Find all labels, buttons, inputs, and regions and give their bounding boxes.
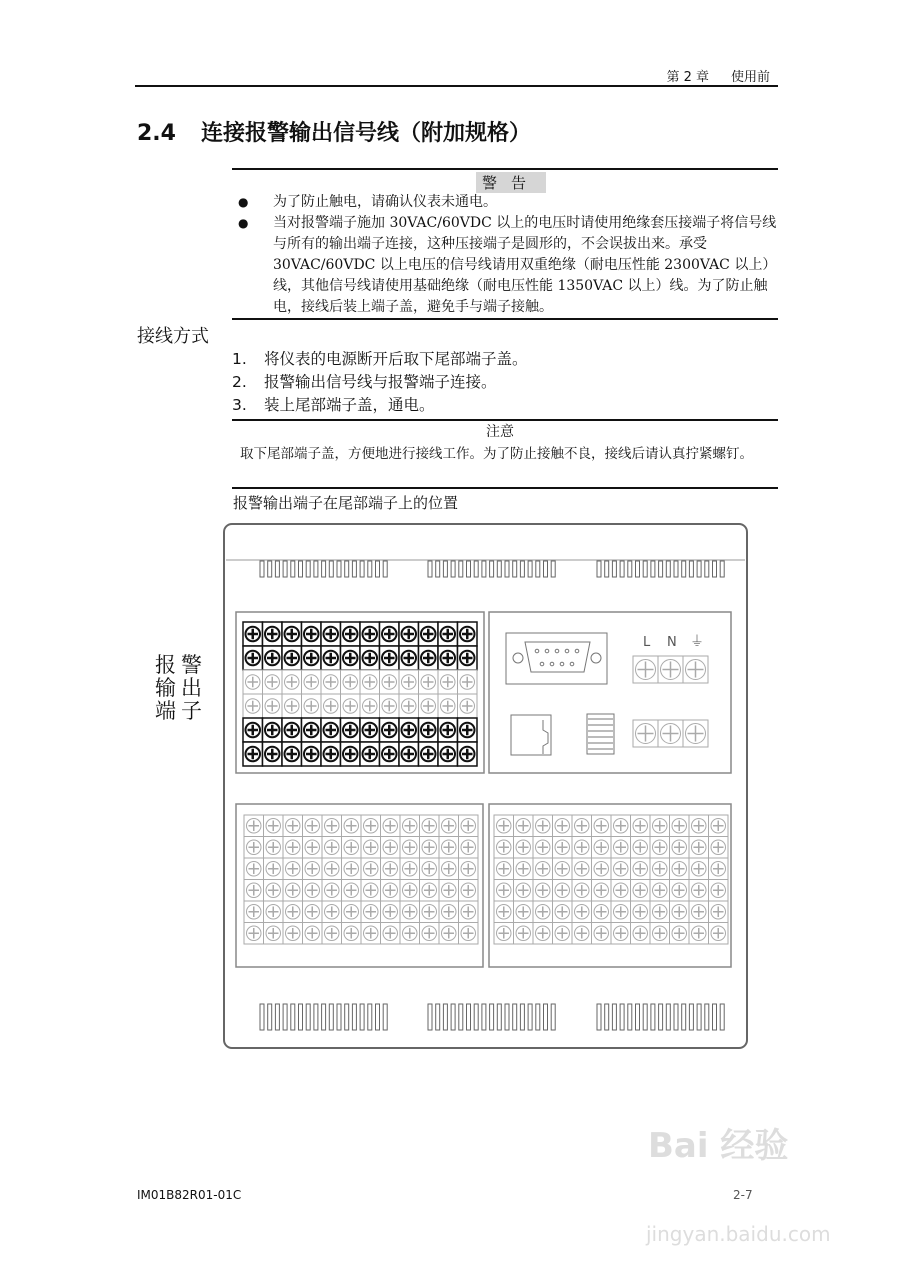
screw-icon — [513, 653, 523, 663]
pin — [545, 649, 549, 653]
screw-icon — [591, 653, 601, 663]
step-text: 报警输出信号线与报警端子连接。 — [264, 373, 497, 391]
vent-slot — [436, 1004, 440, 1030]
vent-slot — [283, 1004, 287, 1030]
note-text: 取下尾部端子盖，方便地进行接线工作。为了防止接触不良，接线后请认真拧紧螺钉。 — [240, 446, 753, 462]
pin — [575, 649, 579, 653]
label-N: N — [667, 635, 677, 650]
vent-slot — [443, 561, 447, 577]
vent-slot — [291, 561, 295, 577]
step-text: 将仪表的电源断开后取下尾部端子盖。 — [264, 350, 528, 368]
vent-slot — [597, 1004, 601, 1030]
warning-heading: 警告 — [476, 172, 546, 193]
vent-slot — [674, 1004, 678, 1030]
vent-slot — [682, 1004, 686, 1030]
vent-slot — [605, 561, 609, 577]
vent-slot — [544, 561, 548, 577]
vent-slot — [451, 561, 455, 577]
vent-slot — [345, 1004, 349, 1030]
vent-slot — [697, 561, 701, 577]
vent-slot — [636, 1004, 640, 1030]
pin — [555, 649, 559, 653]
vent-slot — [520, 561, 524, 577]
vent-slot — [659, 1004, 663, 1030]
vent-slot — [451, 1004, 455, 1030]
pin — [540, 662, 544, 666]
vent-slot — [299, 1004, 303, 1030]
ground-icon: ⏚ — [690, 634, 704, 650]
vent-slot — [376, 561, 380, 577]
vent-slot — [628, 561, 632, 577]
vent-slot — [643, 561, 647, 577]
vent-slot — [383, 1004, 387, 1030]
vent-slot — [360, 1004, 364, 1030]
vent-slot — [544, 1004, 548, 1030]
vent-slot — [322, 1004, 326, 1030]
label-char: 报 — [155, 653, 176, 677]
vent-slot — [329, 561, 333, 577]
step-number: 3. — [232, 396, 247, 414]
label-L: L — [643, 635, 651, 650]
watermark-url: jingyan.baidu.com — [646, 1222, 831, 1246]
vent-slot — [628, 1004, 632, 1030]
vent-slot — [659, 561, 663, 577]
vent-slot — [536, 1004, 540, 1030]
section-number: 2.4 — [137, 121, 176, 146]
vent-slot — [612, 1004, 616, 1030]
warning-text: 当对报警端子施加 30VAC/60VDC 以上的电压时请使用绝缘套压接端子将信号线与所有的输出端子连接，这种压接端子是圆形的，不会误拔出来。承受 30VAC/60VDC 以上电压的信号线请用双重绝缘（耐电压性能 2300VAC 以上）线，其他信号线请使用基础绝缘（耐电压性能 1350VAC 以上）线。为了防止触电，接线后装上端子盖，避免手与端子接触。 — [273, 215, 777, 315]
vent-slot — [505, 1004, 509, 1030]
bullet-icon: ● — [238, 195, 249, 209]
vent-slot — [368, 561, 372, 577]
vent-slot — [275, 1004, 279, 1030]
vent-slot — [428, 561, 432, 577]
vent-slot — [268, 561, 272, 577]
vent-slot — [490, 561, 494, 577]
vent-slot — [612, 561, 616, 577]
chapter-title: 使用前 — [730, 70, 770, 85]
chapter-label: 第 2 章 — [666, 70, 709, 85]
page-number: 2-7 — [733, 1188, 753, 1202]
vent-slot — [643, 1004, 647, 1030]
step-text: 装上尾部端子盖，通电。 — [264, 396, 435, 414]
vent-slot — [551, 561, 555, 577]
vent-slot — [689, 1004, 693, 1030]
pin — [570, 662, 574, 666]
watermark-logo: Bai 经验 — [648, 1126, 789, 1166]
vent-slot — [314, 561, 318, 577]
vent-slot — [536, 561, 540, 577]
vent-slot — [467, 561, 471, 577]
vent-slot — [352, 561, 356, 577]
vent-slot — [474, 561, 478, 577]
pin — [565, 649, 569, 653]
vent-slot — [666, 561, 670, 577]
vent-slot — [291, 1004, 295, 1030]
wiring-heading: 接线方式 — [137, 326, 209, 347]
vent-slot — [428, 1004, 432, 1030]
label-char: 端 — [155, 699, 176, 723]
vent-slot — [376, 1004, 380, 1030]
pin — [550, 662, 554, 666]
bullet-icon: ● — [238, 216, 249, 230]
document-id: IM01B82R01-01C — [137, 1188, 242, 1202]
label-char: 输 — [155, 676, 176, 700]
vent-slot — [337, 1004, 341, 1030]
vent-slot — [620, 561, 624, 577]
vent-slot — [299, 561, 303, 577]
instrument-rear-panel — [224, 524, 747, 1048]
vent-slot — [505, 561, 509, 577]
vent-slot — [482, 561, 486, 577]
vent-slot — [513, 1004, 517, 1030]
label-char: 出 — [181, 676, 202, 700]
serial-port-connector — [506, 633, 607, 684]
vent-slot — [513, 561, 517, 577]
vent-slot — [705, 1004, 709, 1030]
vent-slot — [651, 561, 655, 577]
vent-slot — [443, 1004, 447, 1030]
vent-slot — [275, 561, 279, 577]
vent-slot — [482, 1004, 486, 1030]
vent-slot — [322, 561, 326, 577]
vent-slot — [467, 1004, 471, 1030]
vent-slot — [651, 1004, 655, 1030]
label-char: 子 — [181, 699, 202, 723]
vent-slot — [260, 561, 264, 577]
vent-slot — [528, 1004, 532, 1030]
vent-slot — [383, 561, 387, 577]
note-heading: 注意 — [486, 424, 514, 440]
warning-text: 为了防止触电，请确认仪表未通电。 — [273, 194, 497, 210]
label-char: 警 — [181, 653, 202, 677]
vent-slot — [260, 1004, 264, 1030]
vent-slot — [474, 1004, 478, 1030]
vent-slot — [682, 561, 686, 577]
vent-slot — [360, 561, 364, 577]
vent-slot — [459, 561, 463, 577]
vent-slot — [636, 561, 640, 577]
vent-slot — [436, 561, 440, 577]
vent-slot — [674, 561, 678, 577]
pin — [535, 649, 539, 653]
vent-slot — [497, 1004, 501, 1030]
vent-slot — [268, 1004, 272, 1030]
vent-slot — [713, 1004, 717, 1030]
vent-slot — [306, 561, 310, 577]
vent-slot — [551, 1004, 555, 1030]
ethernet-port — [511, 715, 551, 755]
vent-slot — [459, 1004, 463, 1030]
vent-slot — [314, 1004, 318, 1030]
vent-slot — [720, 561, 724, 577]
vent-grille — [587, 714, 614, 754]
vent-slot — [368, 1004, 372, 1030]
step-number: 2. — [232, 373, 247, 391]
vent-slot — [720, 1004, 724, 1030]
vent-slot — [689, 561, 693, 577]
vent-slot — [490, 1004, 494, 1030]
vent-slot — [337, 561, 341, 577]
vent-slot — [713, 561, 717, 577]
step-number: 1. — [232, 350, 247, 368]
vent-slot — [329, 1004, 333, 1030]
db9-shell — [525, 642, 590, 672]
vent-slot — [620, 1004, 624, 1030]
vent-slot — [306, 1004, 310, 1030]
vent-slot — [697, 1004, 701, 1030]
vent-slot — [352, 1004, 356, 1030]
vent-slot — [497, 561, 501, 577]
vent-slot — [520, 1004, 524, 1030]
vent-slot — [666, 1004, 670, 1030]
diagram-caption: 报警输出端子在尾部端子上的位置 — [233, 494, 459, 512]
vent-slot — [345, 561, 349, 577]
vent-slot — [605, 1004, 609, 1030]
vent-slot — [597, 561, 601, 577]
vent-slot — [283, 561, 287, 577]
pin — [560, 662, 564, 666]
vent-slot — [528, 561, 532, 577]
rj45-clip — [543, 720, 548, 754]
section-title-text: 连接报警输出信号线（附加规格） — [201, 121, 532, 146]
vent-slot — [705, 561, 709, 577]
